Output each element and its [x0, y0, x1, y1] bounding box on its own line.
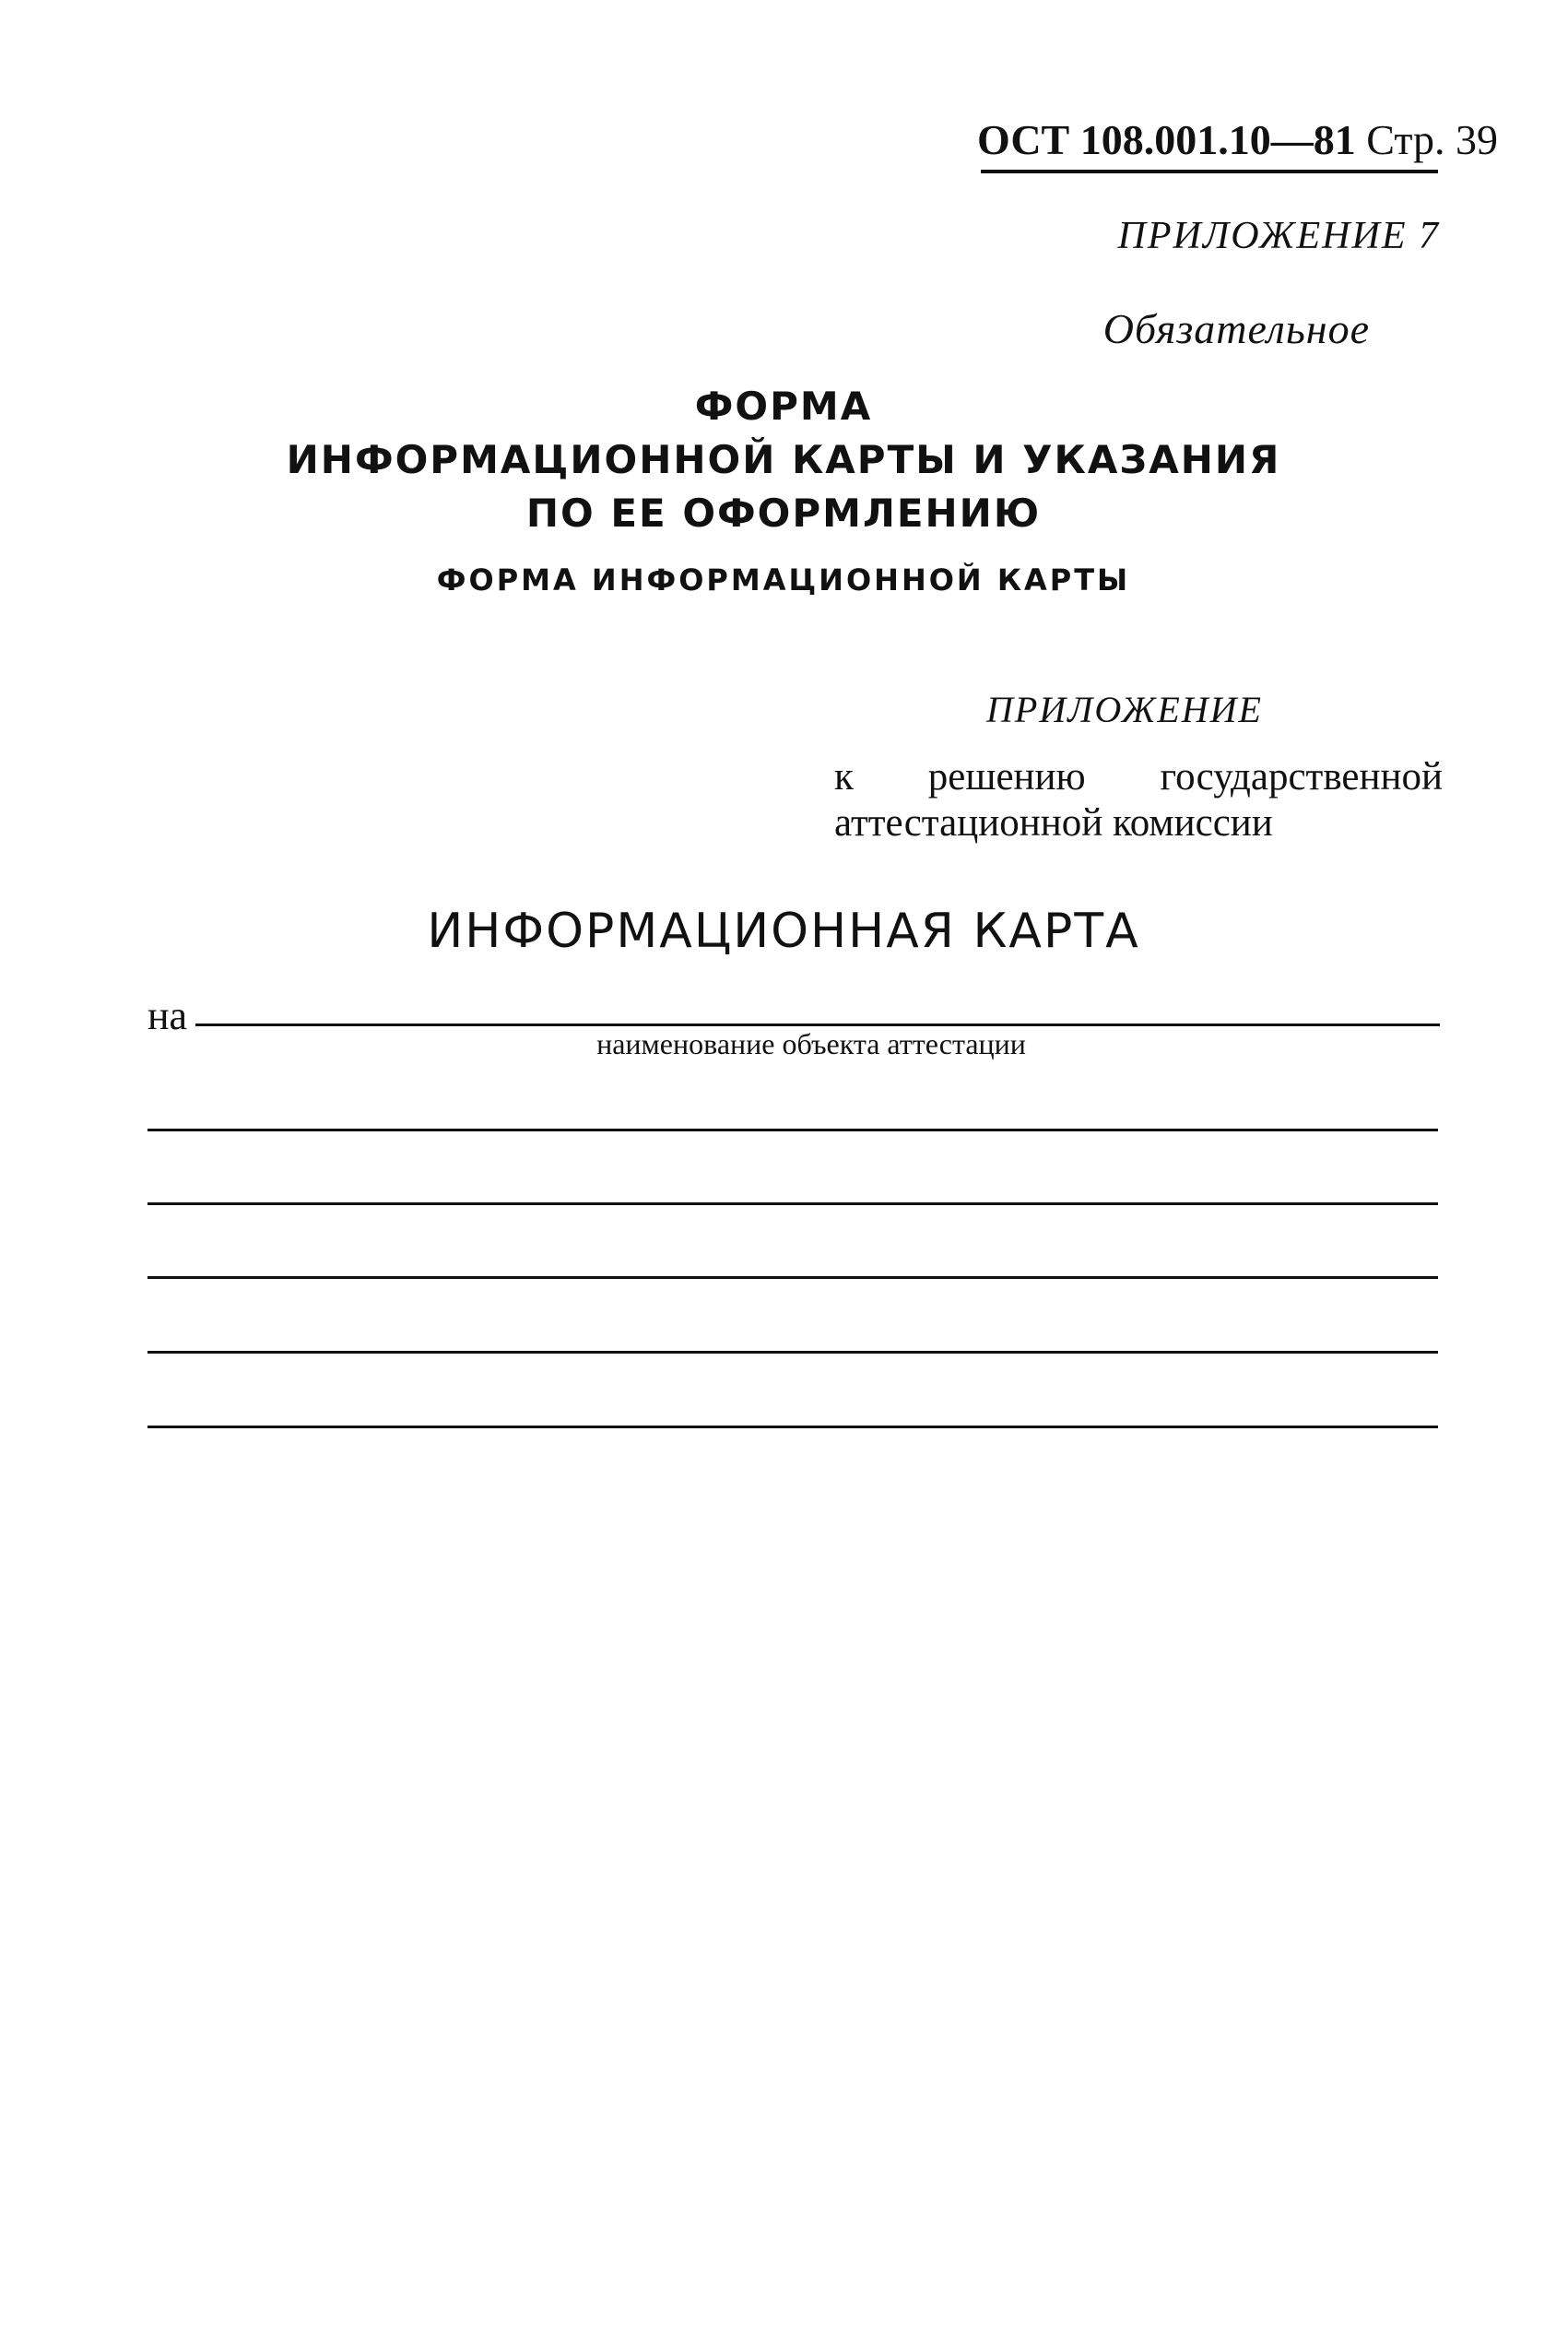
decision-line-2: аттестационной комиссии	[834, 801, 1273, 845]
standard-code: ОСТ 108.001.10—81	[977, 116, 1356, 163]
na-prefix: на	[147, 993, 188, 1038]
title-line-1: ФОРМА	[694, 384, 873, 429]
object-name-field[interactable]	[195, 1024, 1440, 1026]
object-name-caption: наименование объекта аттестации	[596, 1027, 1026, 1060]
decision-reference	[834, 754, 1443, 846]
appendix-number: ПРИЛОЖЕНИЕ 7	[1117, 215, 1440, 257]
appendix-status: Обязательное	[1102, 305, 1370, 352]
title-line-2: ИНФОРМАЦИОННОЙ КАРТЫ И УКАЗАНИЯ	[286, 437, 1281, 482]
blank-line-4[interactable]	[147, 1351, 1438, 1354]
page-header	[977, 112, 1498, 168]
header-rule	[981, 170, 1438, 173]
form-appendix-label: ПРИЛОЖЕНИЕ	[986, 689, 1263, 730]
blank-line-2[interactable]	[147, 1202, 1438, 1205]
card-title: ИНФОРМАЦИОННАЯ КАРТА	[427, 904, 1140, 959]
blank-line-5[interactable]	[147, 1426, 1438, 1428]
blank-line-1[interactable]	[147, 1129, 1438, 1131]
section-subtitle: ФОРМА ИНФОРМАЦИОННОЙ КАРТЫ	[436, 562, 1131, 598]
page-number: Стр. 39	[1366, 116, 1498, 163]
document-title	[184, 380, 1383, 540]
title-line-3: ПО ЕЕ ОФОРМЛЕНИЮ	[525, 491, 1042, 536]
decision-line-1: к решению государственной	[834, 755, 1443, 799]
blank-line-3[interactable]	[147, 1276, 1438, 1279]
